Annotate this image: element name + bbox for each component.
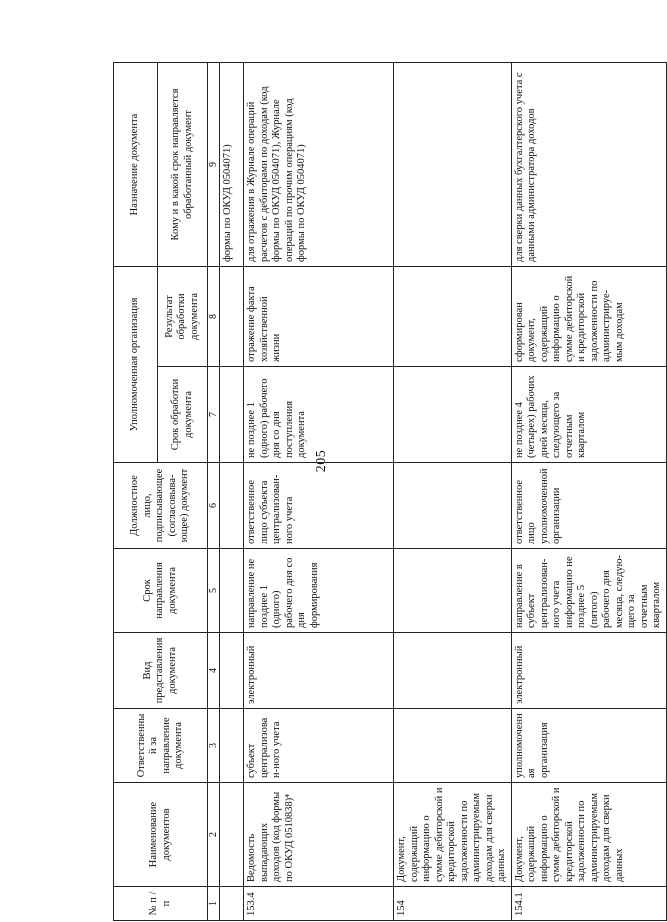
column-number: 1 [208,887,220,921]
row-processing-result [394,267,512,367]
row-recipient: для сверки данных бухгалтерского учета с данными администратора доходов [511,63,666,267]
column-number: 2 [208,783,220,887]
header-purpose: Назначение документа [114,63,158,267]
row-processing-term: не позднее 1 (одного) рабочего дня со дня поступления документа [244,367,394,463]
row-processing-term [394,367,512,463]
documents-table [113,62,667,921]
row-responsible [220,709,244,783]
column-number: 3 [208,709,220,783]
header-num: № п / п [114,887,208,921]
row-recipient [394,63,512,267]
table-row [244,63,394,921]
row-processing-term: не позднее 4 (четырех) рабочих дней месяца, следующего за отчетным кварталом [511,367,666,463]
column-number: 4 [208,633,220,709]
row-form: электронный [244,633,394,709]
row-official [394,463,512,549]
row-name: Документ, содержащий информацию о сумме дебиторской и кредиторской задолженности по администрируемым доходам для сверки данных [394,783,512,887]
row-official: ответственное лицо уполномоченной организации [511,463,666,549]
header-authorized-org: Уполномоченная организация [114,267,158,463]
row-form: электронный [511,633,666,709]
header-name: Наименование документов [114,783,208,887]
row-term: направление в субъект централизован-ного учета информацию не позднее 5 (пятого) рабочего дня месяца, следую-щего за отчетным кварталом [511,549,666,633]
row-recipient: для отражения в Журнале операций расчетов с дебиторами по доходам (код формы по ОКУД 0504071), Журнале операций по прочим операциям (код формы по ОКУД 0504071) [244,63,394,267]
row-responsible: субъект централизован-ного учета [244,709,394,783]
row-official [220,463,244,549]
row-processing-result: отражение факта хозяйственной жизни [244,267,394,367]
page-number: 205 [314,449,329,473]
row-form [394,633,512,709]
row-processing-result: сформирован документ, содержащий информацию о сумме дебиторской и кредиторской задолженности по администрируе-мым доходам [511,267,666,367]
row-responsible [394,709,512,783]
row-term [394,549,512,633]
document-sheet [113,63,662,921]
column-number: 9 [208,63,220,267]
row-form [220,633,244,709]
row-num [220,887,244,921]
header-processing-term: Срок обработки документа [158,367,208,463]
column-number: 7 [208,367,220,463]
row-processing-result [220,267,244,367]
row-official: ответственное лицо субъекта централизован-ного учета [244,463,394,549]
header-recipient: Кому и в какой срок направляется обработанный документ [158,63,208,267]
row-term: направление не позднее 1 (одного) рабочего дня со дня формирования [244,549,394,633]
row-responsible: уполномоченная организация [511,709,666,783]
table-row [394,63,512,921]
row-name [220,783,244,887]
column-number: 8 [208,267,220,367]
row-name: Документ, содержащий информацию о сумме дебиторской и кредиторской задолженности по администрируемым доходам для сверки данных [511,783,666,887]
header-responsible: Ответственный за направление документа [114,709,208,783]
row-recipient: формы по ОКУД 0504071) [220,63,244,267]
row-term [220,549,244,633]
row-num: 154.1 [511,887,666,921]
row-num: 153.4 [244,887,394,921]
header-row-1 [114,63,158,921]
column-numbers-row [208,63,220,921]
row-processing-term [220,367,244,463]
header-official: Должностное лицо, подписывающее (согласовыва-ющее) документ [114,463,208,549]
table-row [511,63,666,921]
column-number: 5 [208,549,220,633]
header-term: Срок направления документа [114,549,208,633]
column-number: 6 [208,463,220,549]
row-name: Ведомость выпадающих доходов (код формы по ОКУД 0510838)⁴ [244,783,394,887]
header-form: Вид представления документа [114,633,208,709]
row-num: 154 [394,887,512,921]
table-row [220,63,244,921]
header-processing-result: Результат обработки документа [158,267,208,367]
